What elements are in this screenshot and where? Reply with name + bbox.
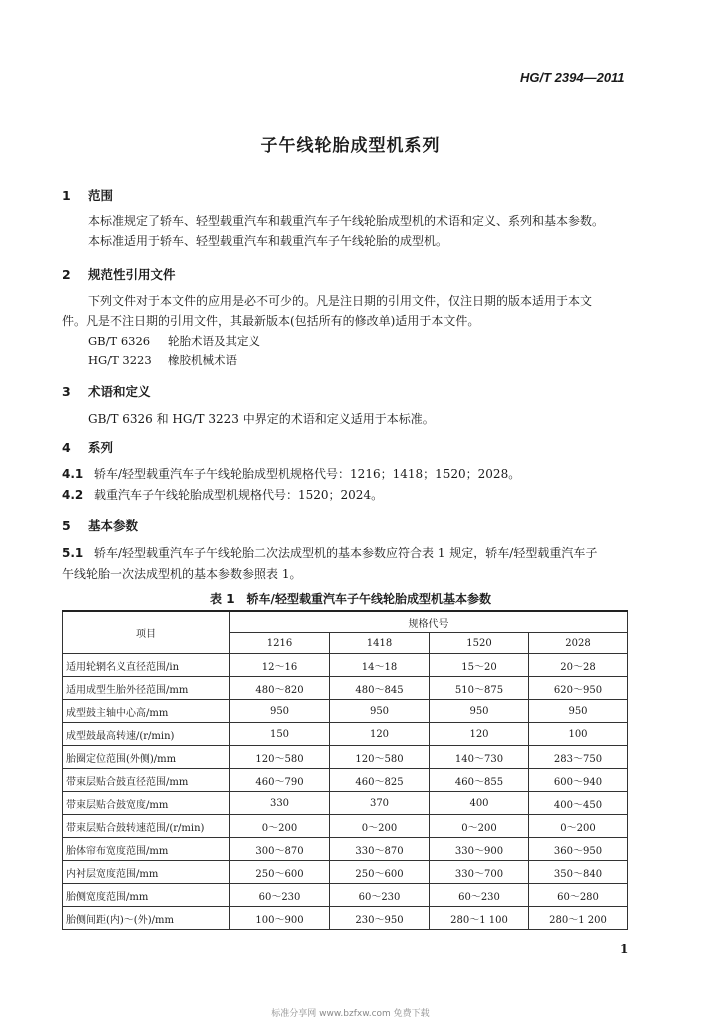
row-label: 带束层贴合鼓转速范围/(r/min) bbox=[63, 815, 230, 838]
table-cell: 460～855 bbox=[430, 769, 529, 792]
table-cell: 950 bbox=[330, 700, 430, 723]
table-row bbox=[63, 746, 628, 769]
row-label: 胎体帘布宽度范围/mm bbox=[63, 838, 230, 861]
section-title: 规范性引用文件 bbox=[88, 267, 176, 282]
table-cell: 120～580 bbox=[330, 746, 430, 769]
row-label: 成型鼓最高转速/(r/min) bbox=[63, 723, 230, 746]
table-cell: 283～750 bbox=[529, 746, 628, 769]
table-row bbox=[63, 907, 628, 930]
section-4-heading bbox=[62, 438, 113, 456]
table-cell: 0～200 bbox=[330, 815, 430, 838]
section-2-paragraph-line-1: 下列文件对于本文件的应用是必不可少的。凡是注日期的引用文件，仅注日期的版本适用于本文 bbox=[88, 294, 593, 308]
table-row bbox=[63, 700, 628, 723]
table-cell: 15～20 bbox=[430, 654, 529, 677]
table-cell: 100～900 bbox=[230, 907, 330, 930]
clause-number: 4.2 bbox=[62, 488, 84, 502]
clause-text: 轿车/轻型载重汽车子午线轮胎成型机规格代号：1216；1418；1520；2028。 bbox=[94, 467, 521, 481]
reference-title: 轮胎术语及其定义 bbox=[168, 334, 260, 348]
table-cell: 950 bbox=[230, 700, 330, 723]
table-cell: 330 bbox=[230, 792, 330, 815]
section-number: 1 bbox=[62, 188, 71, 203]
normative-reference bbox=[88, 352, 237, 368]
table-cell: 60～230 bbox=[230, 884, 330, 907]
section-number: 2 bbox=[62, 267, 71, 282]
table-row bbox=[63, 861, 628, 884]
section-title: 范围 bbox=[88, 188, 114, 203]
table-cell: 250～600 bbox=[330, 861, 430, 884]
table-header-row bbox=[63, 611, 628, 633]
section-1-heading bbox=[62, 186, 113, 204]
table-row bbox=[63, 677, 628, 700]
table-cell: 510～875 bbox=[430, 677, 529, 700]
table-cell: 100 bbox=[529, 723, 628, 746]
column-header-item: 项目 bbox=[63, 611, 230, 654]
table-row bbox=[63, 654, 628, 677]
table-cell: 370 bbox=[330, 792, 430, 815]
table-row bbox=[63, 884, 628, 907]
row-label: 适用轮辋名义直径范围/in bbox=[63, 654, 230, 677]
row-label: 胎圈定位范围(外侧)/mm bbox=[63, 746, 230, 769]
clause-5-1-line-2: 午线轮胎一次法成型机的基本参数参照表 1。 bbox=[62, 567, 302, 581]
clause-4-1 bbox=[62, 465, 520, 482]
table-cell: 360～950 bbox=[529, 838, 628, 861]
table-cell: 460～790 bbox=[230, 769, 330, 792]
table-cell: 460～825 bbox=[330, 769, 430, 792]
table-cell: 950 bbox=[430, 700, 529, 723]
section-1-paragraph-1: 本标准规定了轿车、轻型载重汽车和载重汽车子午线轮胎成型机的术语和定义、系列和基本参数。 bbox=[88, 214, 605, 228]
table-cell: 280～1 200 bbox=[529, 907, 628, 930]
column-header-spec: 规格代号 bbox=[230, 611, 628, 633]
footer-watermark: 标准分享网 www.bzfxw.com 免费下载 bbox=[271, 1009, 430, 1019]
reference-code: GB/T 6326 bbox=[88, 334, 151, 348]
table-row bbox=[63, 815, 628, 838]
table-cell: 330～870 bbox=[330, 838, 430, 861]
table-row bbox=[63, 723, 628, 746]
table-cell: 620～950 bbox=[529, 677, 628, 700]
table-cell: 480～820 bbox=[230, 677, 330, 700]
section-5-heading bbox=[62, 516, 138, 534]
table-cell: 950 bbox=[529, 700, 628, 723]
row-label: 胎侧宽度范围/mm bbox=[63, 884, 230, 907]
table-cell: 600～940 bbox=[529, 769, 628, 792]
spec-code-header: 1520 bbox=[430, 633, 529, 654]
table-row bbox=[63, 792, 628, 815]
spec-code-header: 1418 bbox=[330, 633, 430, 654]
table-cell: 20～28 bbox=[529, 654, 628, 677]
page-number: 1 bbox=[620, 942, 629, 956]
table-cell: 150 bbox=[230, 723, 330, 746]
table-cell: 400～450 bbox=[529, 792, 628, 815]
table-cell: 120～580 bbox=[230, 746, 330, 769]
section-3-paragraph: GB/T 6326 和 HG/T 3223 中界定的术语和定义适用于本标准。 bbox=[88, 412, 435, 426]
clause-5-1-line-1 bbox=[62, 544, 597, 561]
spec-code-header: 2028 bbox=[529, 633, 628, 654]
section-1-paragraph-2: 本标准适用于轿车、轻型载重汽车和载重汽车子午线轮胎的成型机。 bbox=[88, 234, 449, 248]
table-cell: 120 bbox=[330, 723, 430, 746]
standard-code: HG/T 2394—2011 bbox=[520, 70, 625, 85]
table-cell: 480～845 bbox=[330, 677, 430, 700]
table-cell: 280～1 100 bbox=[430, 907, 529, 930]
reference-title: 橡胶机械术语 bbox=[168, 353, 237, 367]
table-cell: 330～700 bbox=[430, 861, 529, 884]
row-label: 带束层贴合鼓宽度/mm bbox=[63, 792, 230, 815]
reference-code: HG/T 3223 bbox=[88, 353, 152, 367]
table-cell: 250～600 bbox=[230, 861, 330, 884]
row-label: 成型鼓主轴中心高/mm bbox=[63, 700, 230, 723]
clause-number: 4.1 bbox=[62, 467, 84, 481]
clause-number: 5.1 bbox=[62, 546, 84, 560]
table-cell: 60～230 bbox=[330, 884, 430, 907]
row-label: 带束层贴合鼓直径范围/mm bbox=[63, 769, 230, 792]
section-number: 4 bbox=[62, 440, 71, 455]
row-label: 适用成型生胎外径范围/mm bbox=[63, 677, 230, 700]
table-cell: 60～280 bbox=[529, 884, 628, 907]
table-cell: 400 bbox=[430, 792, 529, 815]
section-number: 3 bbox=[62, 384, 71, 399]
basic-parameters-table bbox=[62, 610, 628, 930]
section-title: 基本参数 bbox=[88, 518, 139, 533]
clause-4-2 bbox=[62, 486, 383, 503]
table-caption: 表 1 轿车/轻型载重汽车子午线轮胎成型机基本参数 bbox=[210, 592, 491, 606]
normative-reference bbox=[88, 333, 260, 349]
section-title: 术语和定义 bbox=[88, 384, 151, 399]
table-cell: 230～950 bbox=[330, 907, 430, 930]
section-2-heading bbox=[62, 265, 176, 283]
row-label: 内衬层宽度范围/mm bbox=[63, 861, 230, 884]
table-cell: 14～18 bbox=[330, 654, 430, 677]
table-cell: 350～840 bbox=[529, 861, 628, 884]
table-cell: 120 bbox=[430, 723, 529, 746]
section-title: 系列 bbox=[88, 440, 114, 455]
table-cell: 140～730 bbox=[430, 746, 529, 769]
table-cell: 0～200 bbox=[430, 815, 529, 838]
row-label: 胎侧间距(内)～(外)/mm bbox=[63, 907, 230, 930]
table-cell: 0～200 bbox=[529, 815, 628, 838]
section-3-heading bbox=[62, 382, 151, 400]
table-row bbox=[63, 769, 628, 792]
clause-text: 轿车/轻型载重汽车子午线轮胎二次法成型机的基本参数应符合表 1 规定，轿车/轻型载重汽车子 bbox=[94, 546, 598, 560]
document-title: 子午线轮胎成型机系列 bbox=[260, 136, 441, 156]
table-cell: 330～900 bbox=[430, 838, 529, 861]
clause-text: 载重汽车子午线轮胎成型机规格代号：1520；2024。 bbox=[94, 488, 384, 502]
table-cell: 60～230 bbox=[430, 884, 529, 907]
spec-code-header: 1216 bbox=[230, 633, 330, 654]
table-cell: 0～200 bbox=[230, 815, 330, 838]
table-row bbox=[63, 838, 628, 861]
table-cell: 300～870 bbox=[230, 838, 330, 861]
section-number: 5 bbox=[62, 518, 71, 533]
section-2-paragraph-line-2: 件。凡是不注日期的引用文件，其最新版本(包括所有的修改单)适用于本文件。 bbox=[62, 314, 480, 328]
table-cell: 12～16 bbox=[230, 654, 330, 677]
